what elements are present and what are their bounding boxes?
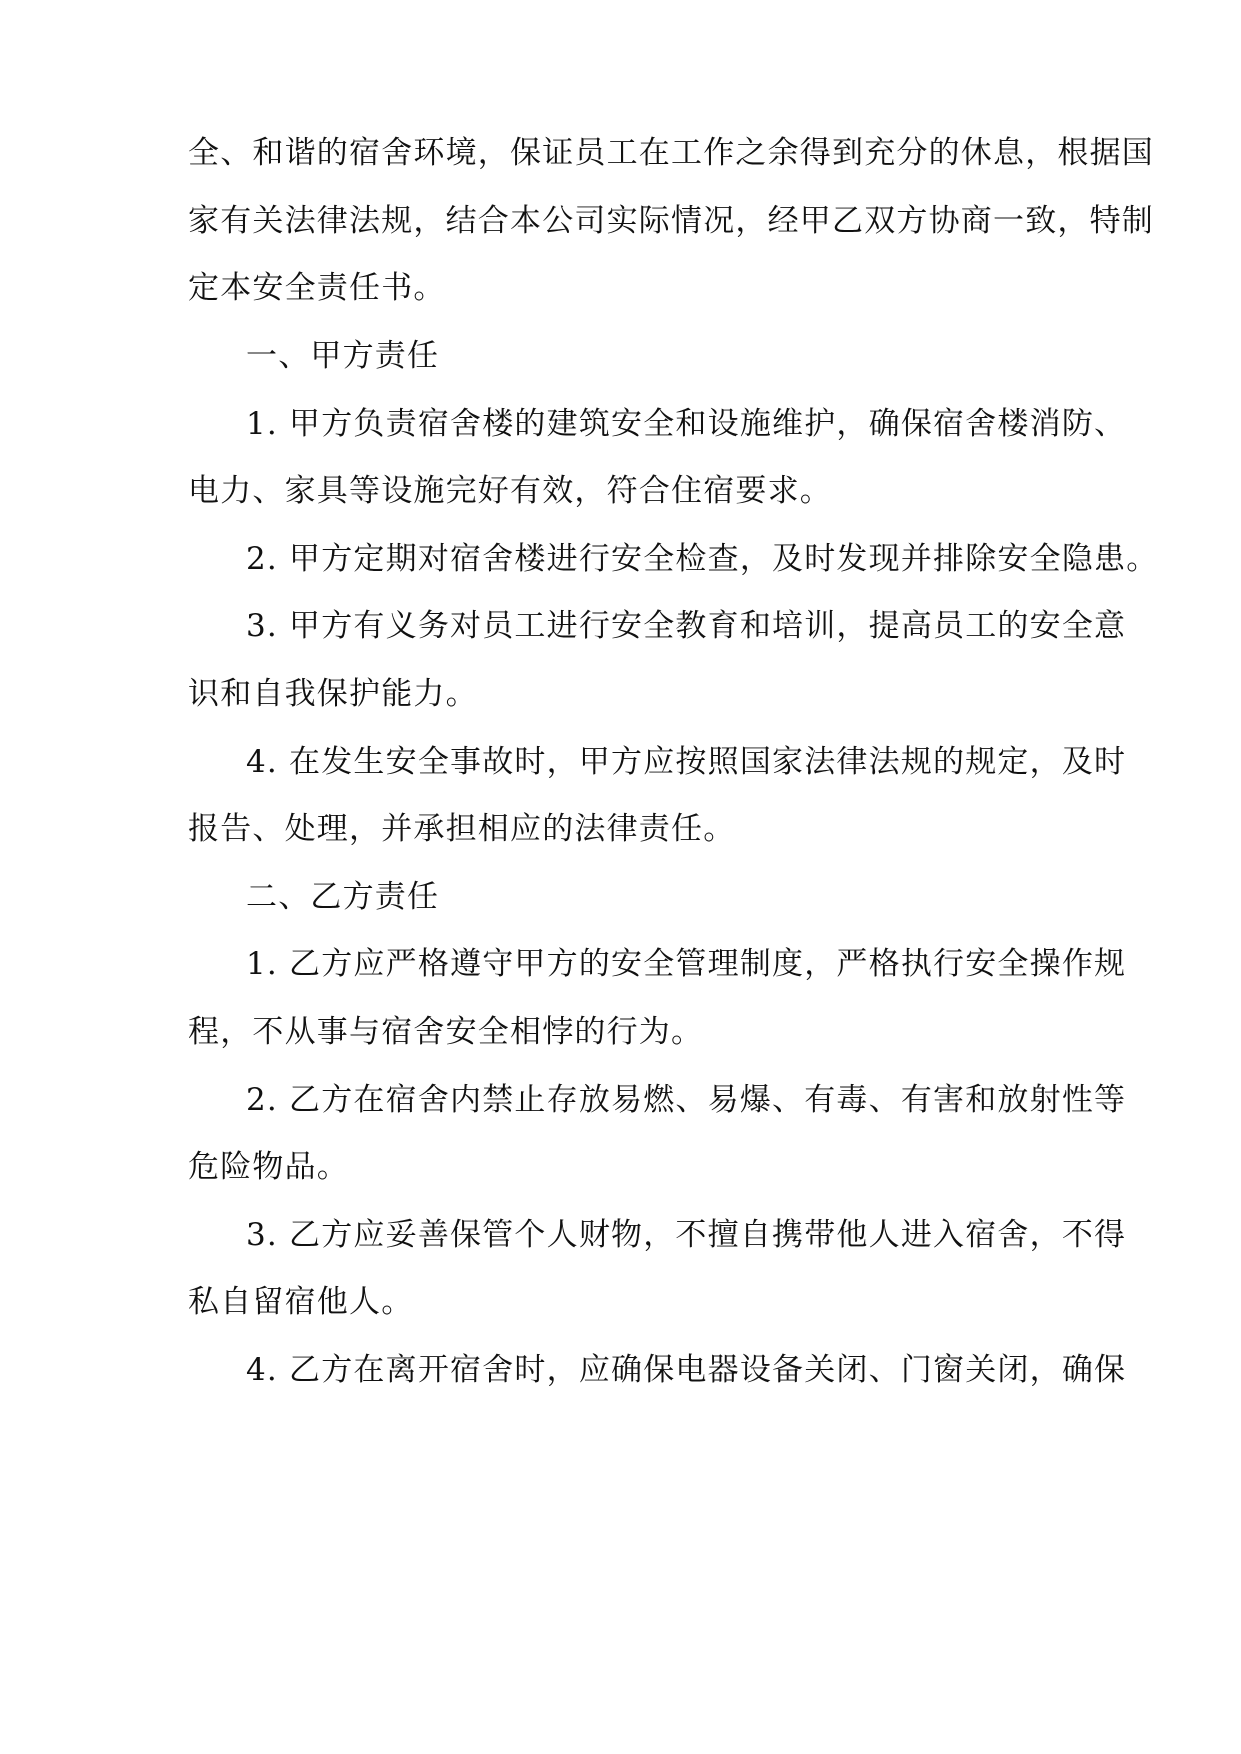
list-item-line: 报告、处理，并承担相应的法律责任。 [188,811,736,847]
list-item-line: 危险物品。 [188,1149,349,1185]
list-item-line: 3. 甲方有义务对员工进行安全教育和培训，提高员工的安全意 [246,608,1127,644]
list-item-line: 4. 在发生安全事故时，甲方应按照国家法律法规的规定，及时 [246,744,1127,780]
list-item-line: 3. 乙方应妥善保管个人财物，不擅自携带他人进入宿舍，不得 [246,1217,1127,1253]
paragraph-line: 家有关法律法规，结合本公司实际情况，经甲乙双方协商一致，特制 [188,203,1154,239]
section-heading: 二、乙方责任 [246,879,440,915]
list-item-line: 2. 甲方定期对宿舍楼进行安全检查，及时发现并排除安全隐患。 [246,541,1159,577]
list-item-line: 电力、家具等设施完好有效，符合住宿要求。 [188,473,832,509]
list-item-line: 2. 乙方在宿舍内禁止存放易燃、易爆、有毒、有害和放射性等 [246,1082,1127,1118]
list-item-line: 识和自我保护能力。 [188,676,478,712]
list-item-line: 4. 乙方在离开宿舍时，应确保电器设备关闭、门窗关闭，确保 [246,1352,1127,1388]
paragraph-line: 定本安全责任书。 [188,270,446,306]
list-item-line: 程，不从事与宿舍安全相悖的行为。 [188,1014,704,1050]
section-heading: 一、甲方责任 [246,338,440,374]
list-item-line: 私自留宿他人。 [188,1284,414,1320]
paragraph-line: 全、和谐的宿舍环境，保证员工在工作之余得到充分的休息，根据国 [188,135,1154,171]
list-item-line: 1. 甲方负责宿舍楼的建筑安全和设施维护，确保宿舍楼消防、 [246,406,1127,442]
list-item-line: 1. 乙方应严格遵守甲方的安全管理制度，严格执行安全操作规 [246,946,1127,982]
